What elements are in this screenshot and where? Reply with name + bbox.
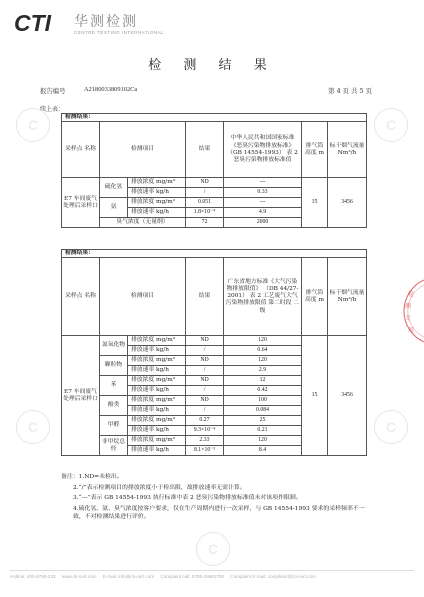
section-title: 检测结果： [62,114,367,122]
item-sub: 排放速率 kg/h [128,446,186,456]
cti-logo: CTI [14,10,52,36]
item-sub: 排放速率 kg/h [128,346,186,356]
header-result: 结果 [186,122,224,178]
page-indicator: 第 4 页 共 5 页 [328,87,372,95]
standard-value: 4.9 [224,208,302,218]
item-sub: 排放速率 kg/h [128,208,186,218]
item-group: 颗粒物 [100,356,128,376]
standard-value: 8.4 [224,446,302,456]
result-value: 1.8×10⁻⁴ [186,208,224,218]
item-sub: 排放速率 kg/h [128,406,186,416]
result-value: 9.3×10⁻⁴ [186,426,224,436]
standard-value: 0.33 [224,188,302,198]
item-sub: 排放速率 kg/h [128,426,186,436]
watermark-logo: C [16,410,50,444]
footer-complaint-email: Complaint E-mail: complaint@cti-cert.com [230,574,316,579]
item-sub: 排放浓度 mg/m³ [128,396,186,406]
result-value: / [186,346,224,356]
result-value: 72 [186,218,224,228]
item-sub: 排放浓度 mg/m³ [128,436,186,446]
standard-value: 0.21 [224,426,302,436]
seal-stamp [400,278,424,344]
standard-value: 120 [224,356,302,366]
remarks [61,474,366,524]
result-value: 0.27 [186,416,224,426]
sampling-point: E7 车间废气处理后采样口 [62,336,100,456]
logo-english-name: CENTRE TESTING INTERNATIONAL [74,30,165,35]
item-group: 臭气浓度（无量纲） [100,218,186,228]
svg-text:检: 检 [408,291,415,298]
page-title: 检 测 结 果 [148,58,276,73]
watermark-logo: C [16,108,50,142]
result-value: 8.1×10⁻³ [186,446,224,456]
item-sub: 排放速率 kg/h [128,366,186,376]
result-value: / [186,386,224,396]
result-value: / [186,188,224,198]
report-number-label: 报告编号 [40,87,66,95]
header-standard: 广东省地方标准《大气污染物排放限值》 （DB 44/27-2001） 表 2 工艺废气大气污染物排放限值 第二时段 二级 [224,258,302,336]
result-value: ND [186,376,224,386]
standard-value: 0.084 [224,406,302,416]
continued-label: 续上表： [40,106,65,113]
header-point: 采样点 名称 [62,122,100,178]
item-group: 氨 [100,198,128,218]
watermark-logo: C [196,532,230,566]
stack-height: 15 [302,336,328,456]
standard-value: 2.9 [224,366,302,376]
result-value: / [186,366,224,376]
header-height: 排气筒高度 m [302,122,328,178]
section-title: 检测结果： [62,250,367,258]
item-sub: 排放浓度 mg/m³ [128,178,186,188]
standard-value: 0.42 [224,386,302,396]
logo-chinese-name: 华测检测 [74,14,138,30]
item-sub: 排放浓度 mg/m³ [128,416,186,426]
result-value: ND [186,356,224,366]
header-flow: 标干烟气流量 Nm³/h [328,122,367,178]
stack-height: 15 [302,178,328,228]
result-value: / [186,406,224,416]
watermark-logo: C [374,410,408,444]
remark-2: 2.“/”表示检测项目的排放浓度小于检出限，故排放速率无需计算。 [73,484,246,491]
footer-hotline: Hotline: 400-6788-333 [10,574,56,579]
results-table-gb14554 [61,113,367,228]
gas-flow: 3456 [328,178,367,228]
item-sub: 排放浓度 mg/m³ [128,376,186,386]
item-sub: 排放浓度 mg/m³ [128,356,186,366]
remark-1: 备注：1.ND=未检出。 [61,474,123,480]
standard-value: 2000 [224,218,302,228]
svg-text:专: 专 [405,315,412,322]
remark-4: 4.硫化氢、氨、臭气浓度按客户要求，仅在生产周期内进行一次采样，与 GB 14554-1993 要求的采样频率不一致，不对检测结果进行评价。 [73,505,365,520]
item-group: 苯 [100,376,128,396]
header-item: 检测项目 [100,122,186,178]
report-number: A2180033809102Ca [84,86,138,93]
watermark-logo: C [374,108,408,142]
standard-value: 120 [224,336,302,346]
result-value: ND [186,178,224,188]
footer-website: www.cti-cert.com [61,574,97,579]
item-sub: 排放速率 kg/h [128,188,186,198]
item-group: 甲醛 [100,416,128,436]
header-flow: 标干烟气流量 Nm³/h [328,258,367,336]
footer-email: E-mail: info@cti-cert.com [102,574,155,579]
footer-complaint-call: Complaint call: 0755-33681700 [160,574,224,579]
item-sub: 排放浓度 mg/m³ [128,198,186,208]
standard-value: 25 [224,416,302,426]
sampling-point: E7 车间废气处理后采样口 [62,178,100,228]
item-group: 酚类 [100,396,128,416]
remark-3: 3.“---”表示 GB 14554-1993 执行标准中表 2 恶臭污染物排放标准值未对该项作限制。 [73,495,302,502]
svg-text:测: 测 [405,303,412,310]
standard-value: --- [224,198,302,208]
item-group: 硫化氢 [100,178,128,198]
header-standard: 中华人民共和国国家标准《恶臭污染物排放标准》 （GB 14554-1993） 表 2 恶臭污染物排放标准值 [224,122,302,178]
footer-divider [10,570,414,571]
standard-value: 100 [224,396,302,406]
header-result: 结果 [186,258,224,336]
item-group: 氮氧化物 [100,336,128,356]
header-height: 排气筒高度 m [302,258,328,336]
header-item: 检测项目 [100,258,186,336]
standard-value: --- [224,178,302,188]
footer [10,574,414,579]
standard-value: 120 [224,436,302,446]
header [14,8,410,46]
item-sub: 排放速率 kg/h [128,386,186,396]
result-value: ND [186,396,224,406]
result-value: 0.051 [186,198,224,208]
result-value: ND [186,336,224,346]
results-table-db4427 [61,249,367,456]
gas-flow: 3456 [328,336,367,456]
standard-value: 0.64 [224,346,302,356]
header-point: 采样点 名称 [62,258,100,336]
item-sub: 排放浓度 mg/m³ [128,336,186,346]
item-group: 非甲烷总烃 [100,436,128,456]
svg-text:用: 用 [408,327,415,334]
standard-value: 12 [224,376,302,386]
result-value: 2.33 [186,436,224,446]
